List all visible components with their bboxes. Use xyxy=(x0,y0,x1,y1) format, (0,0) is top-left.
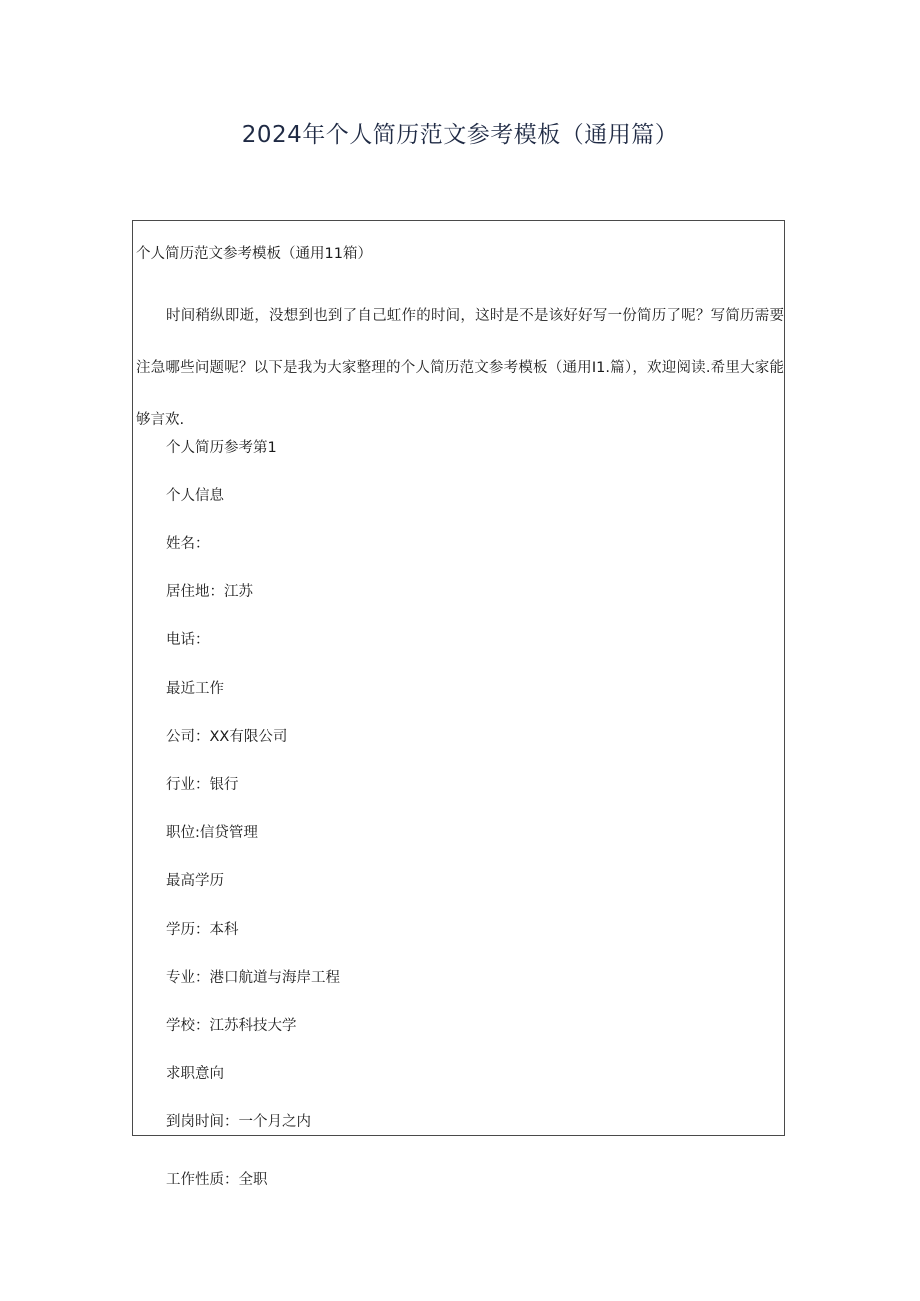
field-degree: 学历：本科 xyxy=(166,922,239,938)
field-residence: 居住地：江苏 xyxy=(166,584,253,600)
field-position: 职位:信贷管理 xyxy=(166,825,258,841)
section-heading-education: 最高学历 xyxy=(166,873,224,889)
section-heading-resume-1: 个人简历参考第1 xyxy=(166,440,277,456)
document-title: 2024年个人简历范文参考模板（通用篇） xyxy=(241,122,679,148)
field-company: 公司：XX有限公司 xyxy=(166,729,288,745)
section-heading-personal-info: 个人信息 xyxy=(166,488,224,504)
intro-paragraph: 时间稍纵即逝，没想到也到了自己虹作的时间，这时是不是该好好写一份简历了呢？写简历需要注急哪些问题呢？以下是我为大家整理的个人简历范文参考模板（通用I1.篇），欢迎阅读.希里大家能够言欢. xyxy=(136,308,784,428)
field-major: 专业：港口航道与海岸工程 xyxy=(166,970,340,986)
field-school: 学校：江苏科技大学 xyxy=(166,1018,297,1034)
field-phone: 电话： xyxy=(166,632,210,648)
section-heading-job-intention: 求职意向 xyxy=(166,1066,224,1082)
field-name: 姓名： xyxy=(166,536,210,552)
field-start-time: 到岗时间：一个月之内 xyxy=(166,1114,311,1130)
field-job-type: 工作性质：全职 xyxy=(166,1172,268,1188)
section-heading-recent-work: 最近工作 xyxy=(166,681,224,697)
field-industry: 行业：银行 xyxy=(166,777,239,793)
intro-heading: 个人简历范文参考模板（通用11箱） xyxy=(136,246,372,262)
